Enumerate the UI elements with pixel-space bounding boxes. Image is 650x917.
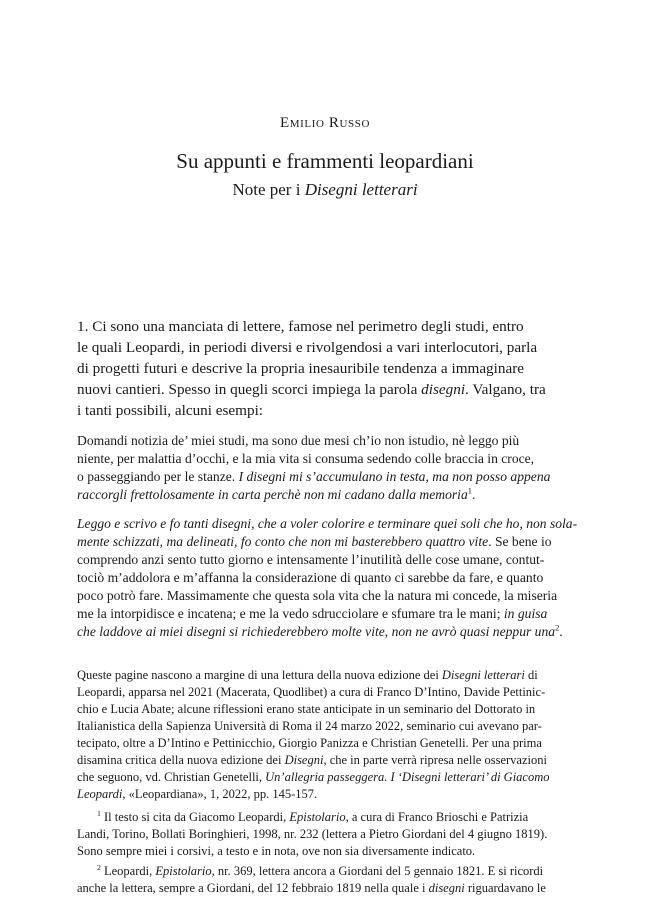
text-run: . Valgano, tra bbox=[465, 381, 546, 398]
footnote-line: Italianistica della Sapienza Università di Roma il 24 marzo 2022, seminario cui avevano par- bbox=[77, 719, 542, 733]
text-run: riguardavano le bbox=[464, 881, 546, 895]
quote-line bbox=[77, 469, 550, 485]
text-run: nuovi cantieri. Spesso in quegli scorci impiega la parola bbox=[77, 381, 422, 398]
italic-run: Epistolario bbox=[289, 810, 346, 824]
body-line: le quali Leopardi, in periodi diversi e rivolgendosi a vari interlocutori, parla bbox=[77, 339, 538, 356]
article-title: Su appunti e frammenti leopardiani bbox=[176, 149, 474, 173]
footnote-2 bbox=[97, 864, 543, 879]
footnote-number: 1 bbox=[97, 808, 101, 818]
quote-line: poco potrò fare. Massimamente che questa sola vita che la natura mi concede, la miseria bbox=[77, 588, 558, 603]
italic-run: Leggo e scrivo e fo tanti disegni, che a voler colorire e terminare quei soli che ho, non sola- bbox=[77, 516, 578, 531]
text-run: . bbox=[471, 487, 476, 502]
footnote-1 bbox=[97, 810, 528, 825]
text-run: . Se bene io bbox=[488, 534, 552, 549]
italic-run: Epistolario bbox=[155, 864, 212, 878]
italic-run: Disegni letterari bbox=[441, 668, 525, 682]
footnote-line: Leopardi, apparsa nel 2021 (Macerata, Quodlibet) a cura di Franco D’Intino, Davide Pettinic- bbox=[77, 685, 546, 699]
body-line bbox=[77, 381, 546, 399]
quote-line: comprendo anzi sento tutto giorno e intensamente l’inutilità delle cose umane, contut- bbox=[77, 552, 545, 567]
footnote-ref-2[interactable]: 2 bbox=[555, 622, 560, 633]
text-run: o passeggiando per le stanze. bbox=[77, 469, 239, 484]
italic-run: Un’allegria passeggera. I ‘Disegni letterari’ di Giacomo bbox=[265, 770, 550, 784]
footnote-line bbox=[77, 881, 546, 896]
text-run: . bbox=[559, 624, 563, 639]
footnote-line: tecipato, oltre a D’Intino e Pettinicchio, Giorgio Panizza e Christian Genetelli. Per una prima bbox=[77, 736, 542, 750]
footnote-line bbox=[77, 787, 317, 802]
text-run: , nr. 369, lettera ancora a Giordani del 5 gennaio 1821. E si ricordi bbox=[211, 864, 544, 878]
italic-run: disegni bbox=[428, 881, 465, 895]
italic-term: disegni bbox=[421, 381, 466, 398]
italic-run: in guisa bbox=[503, 606, 548, 621]
italic-run: Leopardi bbox=[77, 787, 123, 801]
text-run: Queste pagine nascono a margine di una lettura della nuova edizione dei bbox=[77, 668, 442, 682]
footnote-line bbox=[77, 753, 547, 768]
text-run: , «Leopardiana», 1, 2022, pp. 145-157. bbox=[122, 787, 318, 801]
italic-run: che laddove ai miei disegni si richiederebbero molte vite, non ne avrò quasi neppur una bbox=[77, 624, 556, 639]
text-run: me la intorpidisce e incatena; e me la vedo sdrucciolare e sfumare tra le mani; bbox=[77, 606, 504, 621]
text-run: di bbox=[524, 668, 538, 682]
text-run: Leopardi, bbox=[100, 864, 156, 878]
author-name: Emilio Russo bbox=[279, 115, 370, 131]
footnote-line bbox=[77, 770, 550, 785]
quote-line: tociò m’addolora e m’affanna la considerazione di quanto ci sarebbe da fare, e quanto bbox=[77, 570, 544, 585]
italic-run: mente schizzati, ma delineati, fo conto che non mi basterebbero quattro vite bbox=[77, 534, 489, 549]
footnote-line bbox=[77, 668, 538, 683]
body-line: di progetti futuri e descrive la propria inesauribile tendenza a immaginare bbox=[77, 360, 525, 377]
text-run: che seguono, vd. Christian Genetelli, bbox=[77, 770, 266, 784]
text-run: , a cura di Franco Brioschi e Patrizia bbox=[345, 810, 529, 824]
italic-run: Disegni bbox=[284, 753, 324, 767]
text-run: disamina critica della nuova edizione dei bbox=[77, 753, 285, 767]
body-line: i tanti possibili, alcuni esempi: bbox=[77, 402, 264, 419]
body-line: 1. Ci sono una manciata di lettere, famose nel perimetro degli studi, entro bbox=[77, 318, 524, 335]
footnote-ref-1[interactable]: 1 bbox=[467, 485, 472, 496]
footnote-line: chio e Lucia Abate; alcune riflessioni erano state anticipate in un seminario del Dottorato in bbox=[77, 702, 536, 716]
quote-line: niente, per malattia d’occhi, e la mia vita si consuma sedendo colle braccia in croce, bbox=[77, 451, 535, 466]
text-run: anche la lettera, sempre a Giordani, del 12 febbraio 1819 nella quale i bbox=[77, 881, 429, 895]
quote-line bbox=[77, 624, 563, 640]
subtitle-italic: Disegni letterari bbox=[304, 180, 418, 199]
footnote-number: 2 bbox=[97, 862, 101, 872]
subtitle-prefix: Note per i bbox=[232, 180, 305, 199]
footnote-line: Sono sempre miei i corsivi, a testo e in nota, ove non sia diversamente indicato. bbox=[77, 844, 476, 858]
italic-run: I disegni mi s’accumulano in testa, ma non posso appena bbox=[238, 469, 551, 484]
quote-line bbox=[77, 534, 552, 550]
article-subtitle bbox=[0, 180, 650, 200]
footnote-line: Landi, Torino, Bollati Boringhieri, 1998, nr. 232 (lettera a Pietro Giordani del 4 giugno 1819). bbox=[77, 827, 548, 841]
quote-line bbox=[77, 516, 577, 532]
quote-line: Domandi notizia de’ miei studi, ma sono due mesi ch’io non istudio, nè leggo più bbox=[77, 433, 520, 448]
italic-run: raccorgli frettolosamente in carta perchè non mi cadano dalla memoria bbox=[77, 487, 468, 502]
quote-line bbox=[77, 487, 475, 503]
text-run: , che in parte verrà ripresa nelle osservazioni bbox=[323, 753, 547, 767]
quote-line bbox=[77, 606, 547, 622]
text-run: Il testo si cita da Giacomo Leopardi, bbox=[100, 810, 290, 824]
